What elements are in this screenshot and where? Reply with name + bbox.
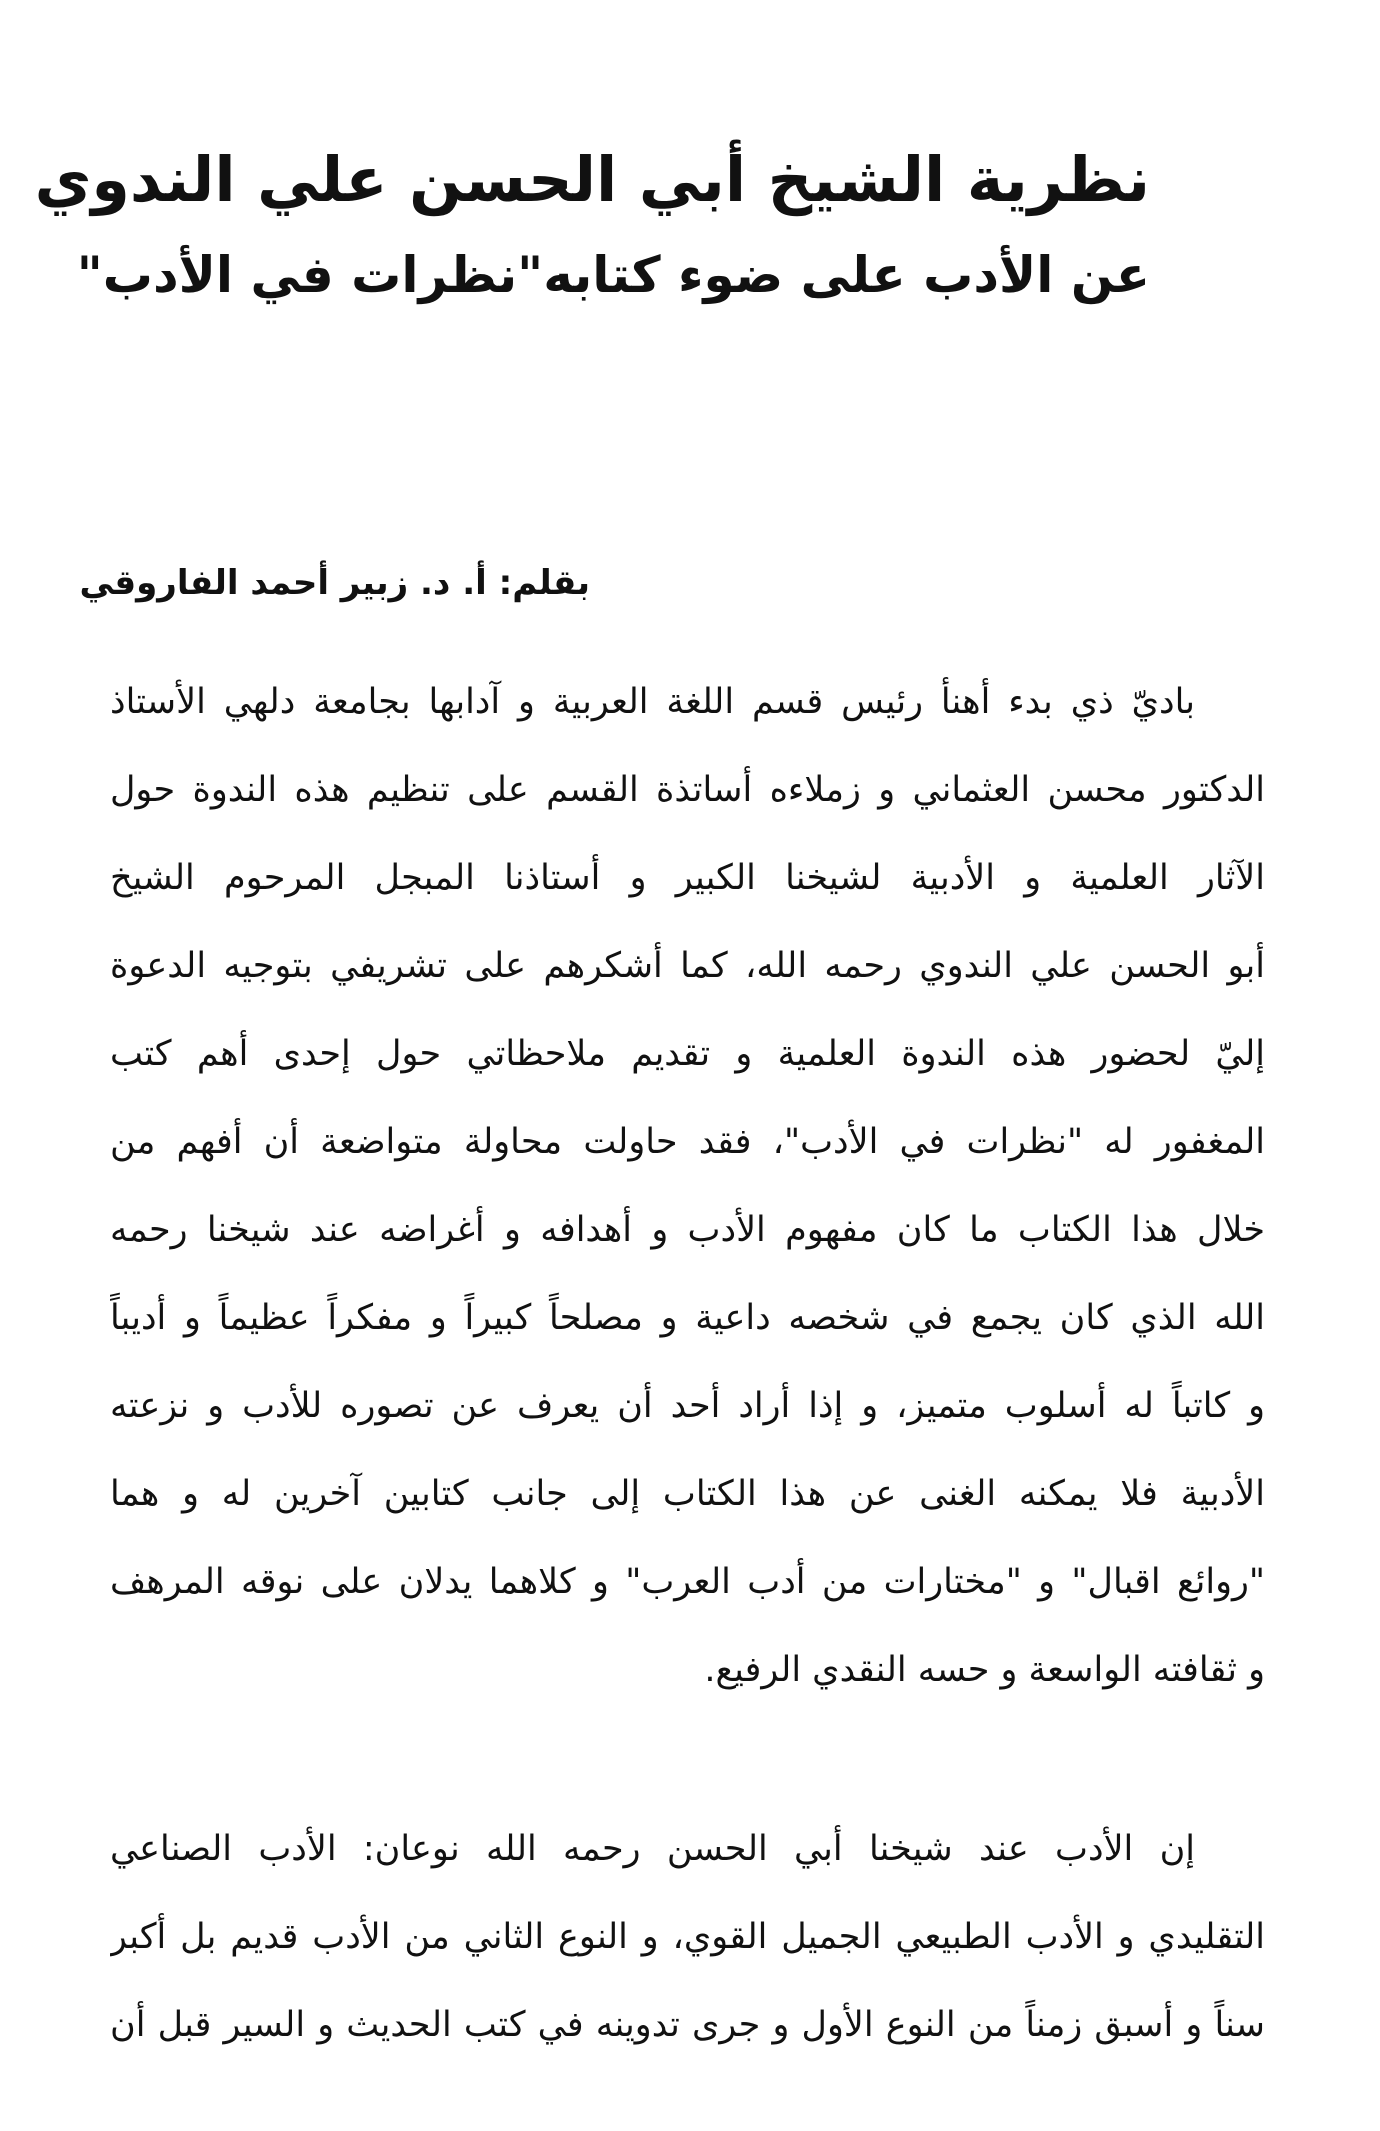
- text-line: "روائع اقبال" و "مختارات من أدب العرب" و كلاهما يدلان على نوقه المرهف: [110, 1562, 1265, 1602]
- text-line: و ثقافته الواسعة و حسه النقدي الرفيع.: [704, 1650, 1265, 1690]
- text-line: إن الأدب عند شيخنا أبي الحسن رحمه الله نوعان: الأدب الصناعي: [110, 1829, 1195, 1869]
- text-line: أبو الحسن علي الندوي رحمه الله، كما أشكرهم على تشريفي بتوجيه الدعوة: [110, 946, 1265, 986]
- document-subtitle: عن الأدب على ضوء كتابه"نظرات في الأدب": [76, 246, 1150, 304]
- paragraph-intro: [110, 658, 1265, 1714]
- text-line: الدكتور محسن العثماني و زملاءه أساتذة القسم على تنظيم هذه الندوة حول: [110, 770, 1265, 810]
- text-line: إليّ لحضور هذه الندوة العلمية و تقديم ملاحظاتي حول إحدى أهم كتب: [110, 1034, 1265, 1074]
- text-line: الله الذي كان يجمع في شخصه داعية و مصلحاً كبيراً و مفكراً عظيماً و أديباً: [110, 1298, 1265, 1338]
- text-line: و كاتباً له أسلوب متميز، و إذا أراد أحد أن يعرف عن تصوره للأدب و نزعته: [110, 1386, 1265, 1426]
- author-byline: بقلم: أ. د. زبير أحمد الفاروقي: [79, 563, 590, 603]
- text-line: باديّ ذي بدء أهنأ رئيس قسم اللغة العربية و آدابها بجامعة دلهي الأستاذ: [110, 682, 1195, 722]
- text-line: التقليدي و الأدب الطبيعي الجميل القوي، و النوع الثاني من الأدب قديم بل أكبر: [110, 1917, 1265, 1957]
- text-line: الآثار العلمية و الأدبية لشيخنا الكبير و أستاذنا المبجل المرحوم الشيخ: [110, 858, 1265, 898]
- text-line: المغفور له "نظرات في الأدب"، فقد حاولت محاولة متواضعة أن أفهم من: [110, 1122, 1265, 1162]
- text-line: سناً و أسبق زمناً من النوع الأول و جرى تدوينه في كتب الحديث و السير قبل أن: [110, 2005, 1265, 2045]
- document-title: نظرية الشيخ أبي الحسن علي الندوي: [34, 143, 1150, 216]
- paragraph-two-kinds: [110, 1805, 1265, 2069]
- text-line: الأدبية فلا يمكنه الغنى عن هذا الكتاب إلى جانب كتابين آخرين له و هما: [110, 1474, 1265, 1514]
- text-line: خلال هذا الكتاب ما كان مفهوم الأدب و أهدافه و أغراضه عند شيخنا رحمه: [110, 1210, 1265, 1250]
